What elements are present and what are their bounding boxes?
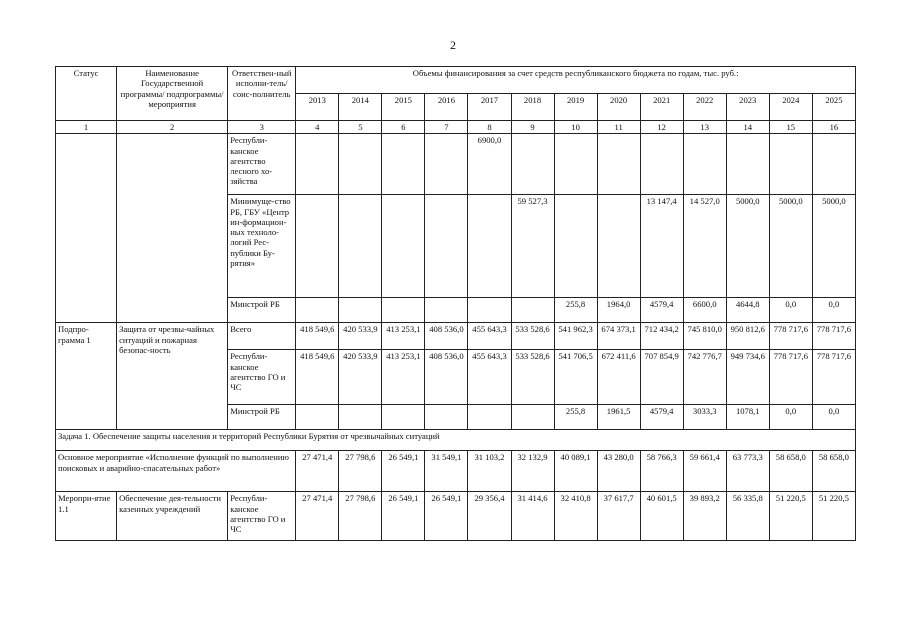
task-row: [56, 430, 856, 451]
value-cell: [339, 298, 382, 323]
column-number: 2: [117, 121, 228, 134]
value-cell: [726, 134, 769, 195]
column-number: 14: [726, 121, 769, 134]
column-number: 12: [640, 121, 683, 134]
value-cell: 418 549,6: [296, 323, 339, 350]
value-cell: 37 617,7: [597, 492, 640, 541]
value-cell: 1961,5: [597, 405, 640, 430]
value-cell: 1964,0: [597, 298, 640, 323]
value-cell: 27 471,4: [296, 492, 339, 541]
task-title: Задача 1. Обеспечение защиты населения и территорий Республики Бурятия от чрезвычайных ситуаций: [56, 430, 856, 451]
value-cell: 1078,1: [726, 405, 769, 430]
value-cell: [382, 405, 425, 430]
value-cell: [296, 298, 339, 323]
name-cell: Обеспечение дея-тельности казенных учреждений: [117, 492, 228, 541]
value-cell: 674 373,1: [597, 323, 640, 350]
value-cell: 56 335,8: [726, 492, 769, 541]
year-header: 2023: [726, 94, 769, 121]
table-row: [56, 323, 856, 350]
value-cell: [382, 195, 425, 298]
page-number: 2: [450, 38, 456, 52]
value-cell: 51 220,5: [769, 492, 812, 541]
value-cell: 5000,0: [726, 195, 769, 298]
column-number: 15: [769, 121, 812, 134]
value-cell: 0,0: [812, 298, 855, 323]
value-cell: 6900,0: [468, 134, 511, 195]
value-cell: 745 810,0: [683, 323, 726, 350]
value-cell: [554, 134, 597, 195]
value-cell: 420 533,9: [339, 350, 382, 405]
value-cell: 455 643,3: [468, 323, 511, 350]
year-header: 2016: [425, 94, 468, 121]
value-cell: [339, 134, 382, 195]
value-cell: 455 643,3: [468, 350, 511, 405]
value-cell: 32 410,8: [554, 492, 597, 541]
responsible-cell: Республи-канское агентство ГО и ЧС: [228, 350, 296, 405]
value-cell: 40 601,5: [640, 492, 683, 541]
name-cell: Защита от чрезвы-чайных ситуаций и пожарная безопас-ность: [117, 323, 228, 430]
status-cell: [56, 134, 117, 323]
value-cell: [339, 405, 382, 430]
value-cell: 255,8: [554, 298, 597, 323]
value-cell: [296, 405, 339, 430]
value-cell: 413 253,1: [382, 350, 425, 405]
value-cell: 408 536,0: [425, 350, 468, 405]
value-cell: 778 717,6: [812, 323, 855, 350]
value-cell: 418 549,6: [296, 350, 339, 405]
value-cell: 4644,8: [726, 298, 769, 323]
column-number: 5: [339, 121, 382, 134]
header-status: Статус: [56, 67, 117, 121]
year-header: 2025: [812, 94, 855, 121]
value-cell: 5000,0: [769, 195, 812, 298]
name-cell: [117, 134, 228, 323]
value-cell: [296, 134, 339, 195]
value-cell: [425, 134, 468, 195]
value-cell: 950 812,6: [726, 323, 769, 350]
year-header: 2021: [640, 94, 683, 121]
value-cell: 14 527,0: [683, 195, 726, 298]
year-header: 2022: [683, 94, 726, 121]
year-header: 2015: [382, 94, 425, 121]
value-cell: [296, 195, 339, 298]
value-cell: 742 776,7: [683, 350, 726, 405]
column-number: 9: [511, 121, 554, 134]
value-cell: 59 661,4: [683, 451, 726, 492]
value-cell: [382, 134, 425, 195]
value-cell: [382, 298, 425, 323]
year-header: 2024: [769, 94, 812, 121]
responsible-cell: Республи-канское агентство лесного хо-зяйства: [228, 134, 296, 195]
header-row: [56, 67, 856, 94]
value-cell: 533 528,6: [511, 323, 554, 350]
table-row: [56, 134, 856, 195]
column-number: 10: [554, 121, 597, 134]
value-cell: [425, 195, 468, 298]
value-cell: [511, 405, 554, 430]
value-cell: [425, 298, 468, 323]
year-header: 2014: [339, 94, 382, 121]
header-funding: Объемы финансирования за счет средств республиканского бюджета по годам, тыс. руб.:: [296, 67, 856, 94]
value-cell: 0,0: [769, 298, 812, 323]
main-activity-name: Основное мероприятие «Исполнение функций по выполнению поисковых и аварийно-спасательных работ»: [56, 451, 296, 492]
value-cell: 31 103,2: [468, 451, 511, 492]
value-cell: 27 471,4: [296, 451, 339, 492]
value-cell: 51 220,5: [812, 492, 855, 541]
value-cell: 778 717,6: [769, 323, 812, 350]
value-cell: 420 533,9: [339, 323, 382, 350]
status-cell: Подпро-грамма 1: [56, 323, 117, 430]
value-cell: 58 766,3: [640, 451, 683, 492]
column-number: 11: [597, 121, 640, 134]
column-number: 1: [56, 121, 117, 134]
column-number: 6: [382, 121, 425, 134]
value-cell: 31 414,6: [511, 492, 554, 541]
header-name: Наименование Государственной программы/ подпрограммы/ мероприятия: [117, 67, 228, 121]
value-cell: [511, 298, 554, 323]
value-cell: [468, 298, 511, 323]
value-cell: [597, 195, 640, 298]
value-cell: 27 798,6: [339, 451, 382, 492]
value-cell: 949 734,6: [726, 350, 769, 405]
value-cell: [425, 405, 468, 430]
value-cell: [597, 134, 640, 195]
value-cell: 32 132,9: [511, 451, 554, 492]
budget-table: [55, 66, 856, 541]
responsible-cell: Всего: [228, 323, 296, 350]
value-cell: 58 658,0: [812, 451, 855, 492]
value-cell: 6600,0: [683, 298, 726, 323]
value-cell: 3033,3: [683, 405, 726, 430]
responsible-cell: Республи-канское агентство ГО и ЧС: [228, 492, 296, 541]
column-number: 8: [468, 121, 511, 134]
value-cell: 255,8: [554, 405, 597, 430]
status-cell: Меропри-ятие 1.1: [56, 492, 117, 541]
value-cell: [683, 134, 726, 195]
value-cell: 31 549,1: [425, 451, 468, 492]
value-cell: 4579,4: [640, 298, 683, 323]
value-cell: [511, 134, 554, 195]
value-cell: 26 549,1: [425, 492, 468, 541]
value-cell: 707 854,9: [640, 350, 683, 405]
responsible-cell: Минимуще-ство РБ, ГБУ «Центр ин-формацион-ных техноло-логий Рес-публики Бу-рятия»: [228, 195, 296, 298]
value-cell: [339, 195, 382, 298]
value-cell: 13 147,4: [640, 195, 683, 298]
value-cell: 0,0: [769, 405, 812, 430]
value-cell: 40 089,1: [554, 451, 597, 492]
responsible-cell: Минстрой РБ: [228, 298, 296, 323]
year-header: 2013: [296, 94, 339, 121]
value-cell: 58 658,0: [769, 451, 812, 492]
value-cell: [468, 405, 511, 430]
value-cell: 39 893,2: [683, 492, 726, 541]
value-cell: 5000,0: [812, 195, 855, 298]
value-cell: 672 411,6: [597, 350, 640, 405]
value-cell: 413 253,1: [382, 323, 425, 350]
value-cell: [468, 195, 511, 298]
value-cell: 59 527,3: [511, 195, 554, 298]
column-number: 7: [425, 121, 468, 134]
value-cell: 408 536,0: [425, 323, 468, 350]
column-number: 16: [812, 121, 855, 134]
column-number-row: [56, 121, 856, 134]
value-cell: 778 717,6: [769, 350, 812, 405]
value-cell: 533 528,6: [511, 350, 554, 405]
main-activity-row: [56, 451, 856, 492]
value-cell: [554, 195, 597, 298]
header-responsible: Ответствен-ный исполни-тель/ соис-полнитель: [228, 67, 296, 121]
activity-row: [56, 492, 856, 541]
value-cell: 27 798,6: [339, 492, 382, 541]
value-cell: 26 549,1: [382, 492, 425, 541]
value-cell: 29 356,4: [468, 492, 511, 541]
value-cell: [640, 134, 683, 195]
column-number: 13: [683, 121, 726, 134]
value-cell: [769, 134, 812, 195]
value-cell: 778 717,6: [812, 350, 855, 405]
value-cell: 541 962,3: [554, 323, 597, 350]
column-number: 3: [228, 121, 296, 134]
value-cell: 26 549,1: [382, 451, 425, 492]
year-header: 2019: [554, 94, 597, 121]
value-cell: 63 773,3: [726, 451, 769, 492]
value-cell: 4579,4: [640, 405, 683, 430]
year-header: 2020: [597, 94, 640, 121]
value-cell: 712 434,2: [640, 323, 683, 350]
value-cell: 541 706,5: [554, 350, 597, 405]
year-header: 2017: [468, 94, 511, 121]
value-cell: 43 280,0: [597, 451, 640, 492]
year-header: 2018: [511, 94, 554, 121]
column-number: 4: [296, 121, 339, 134]
value-cell: [812, 134, 855, 195]
value-cell: 0,0: [812, 405, 855, 430]
responsible-cell: Минстрой РБ: [228, 405, 296, 430]
